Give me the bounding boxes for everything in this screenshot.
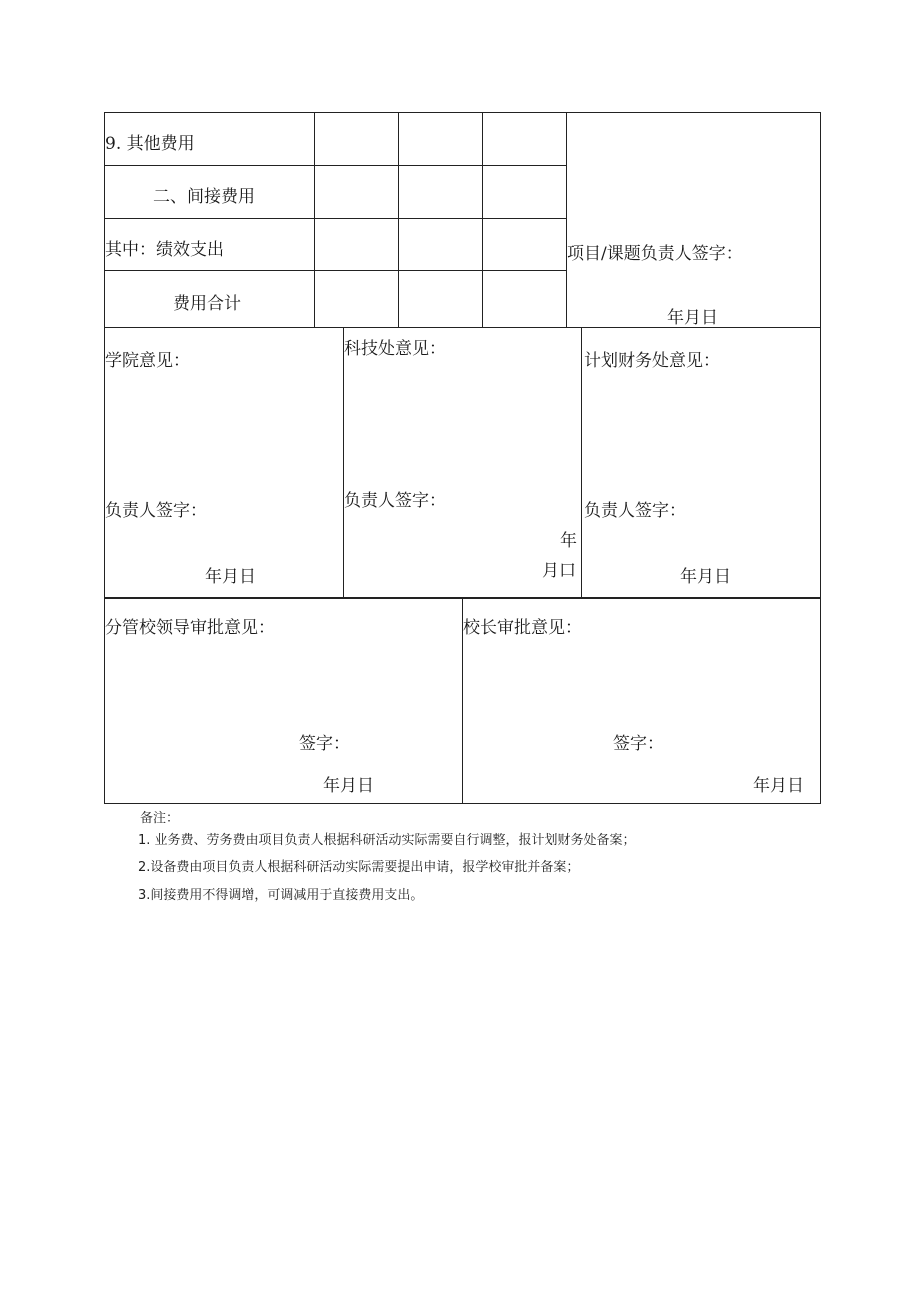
amount-cell[interactable] — [315, 113, 399, 166]
tech-office-signer-label: 负责人签字： — [344, 491, 446, 511]
row-label-text: 二、间接费用 — [153, 187, 255, 207]
opinions-table-row1 — [104, 327, 821, 598]
note-item: 1. 业务费、劳务费由项目负责人根据科研活动实际需要自行调整，报计划财务处备案； — [138, 833, 636, 848]
project-leader-signature-label: 项目/课题负责人签字： — [567, 244, 743, 264]
amount-cell[interactable] — [483, 166, 567, 219]
vice-president-date: 年月日 — [323, 776, 374, 796]
project-leader-signature-cell — [567, 113, 821, 328]
finance-office-signer-label: 负责人签字： — [584, 501, 686, 521]
amount-cell[interactable] — [315, 166, 399, 219]
amount-cell[interactable] — [483, 113, 567, 166]
budget-table — [104, 112, 821, 328]
finance-office-opinion-cell[interactable] — [582, 328, 821, 598]
note-item: 2.设备费由项目负责人根据科研活动实际需要提出申请，报学校审批并备案； — [138, 860, 580, 875]
row-label-text: 其中：绩效支出 — [105, 240, 224, 260]
amount-cell[interactable] — [399, 113, 483, 166]
amount-cell[interactable] — [315, 271, 399, 328]
amount-cell[interactable] — [399, 219, 483, 271]
tech-office-date-year: 年 — [560, 531, 577, 551]
amount-cell[interactable] — [483, 219, 567, 271]
college-signer-label: 负责人签字： — [105, 501, 207, 521]
row-label-text: 费用合计 — [173, 294, 241, 314]
president-signer-label: 签字： — [613, 734, 664, 754]
amount-cell[interactable] — [399, 271, 483, 328]
amount-cell[interactable] — [315, 219, 399, 271]
row-label-performance-expenditure — [105, 219, 315, 271]
note-item: 3.间接费用不得调增，可调减用于直接费用支出。 — [138, 888, 424, 903]
amount-cell[interactable] — [483, 271, 567, 328]
vice-president-opinion-cell[interactable] — [105, 599, 463, 804]
tech-office-opinion-title: 科技处意见： — [344, 339, 446, 359]
president-opinion-cell[interactable] — [463, 599, 821, 804]
finance-office-opinion-title: 计划财务处意见： — [584, 351, 720, 371]
opinions-table-row2 — [104, 598, 821, 804]
college-date: 年月日 — [205, 567, 256, 587]
vice-president-opinion-title: 分管校领导审批意见： — [105, 618, 275, 638]
president-date: 年月日 — [753, 776, 804, 796]
row-label-text: 9. 其他费用 — [105, 134, 195, 154]
tech-office-date-md: 月口 — [542, 561, 576, 581]
president-opinion-title: 校长审批意见： — [463, 618, 582, 638]
row-label-total-costs — [105, 271, 315, 328]
row-label-other-costs — [105, 113, 315, 166]
amount-cell[interactable] — [399, 166, 483, 219]
vice-president-signer-label: 签字： — [299, 734, 350, 754]
college-opinion-cell[interactable] — [105, 328, 344, 598]
row-label-indirect-costs — [105, 166, 315, 219]
notes-heading: 备注： — [140, 811, 180, 826]
project-leader-signature-date: 年月日 — [667, 308, 718, 328]
finance-office-date: 年月日 — [680, 567, 731, 587]
tech-office-opinion-cell[interactable] — [344, 328, 582, 598]
college-opinion-title: 学院意见： — [105, 351, 190, 371]
